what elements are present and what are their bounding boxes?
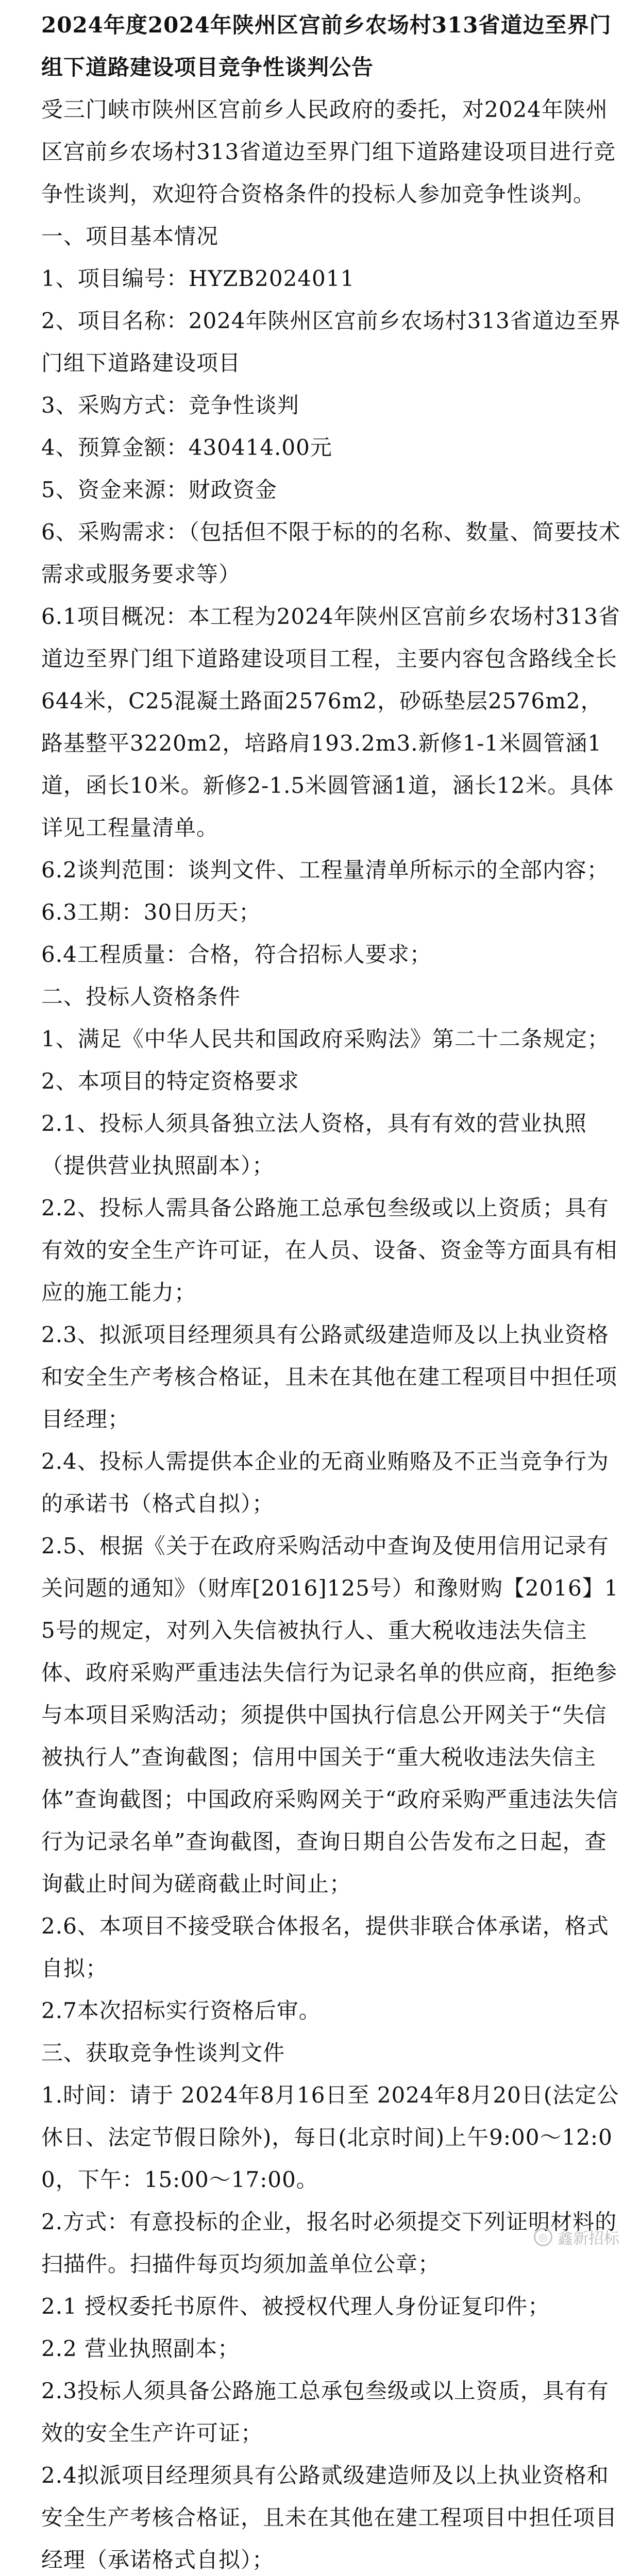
paragraph: 1、满足《中华人民共和国政府采购法》第二十二条规定； 2、本项目的特定资格要求	[41, 1026, 610, 1094]
document-body	[0, 4, 640, 2576]
paragraph: 2.4拟派项目经理须具有公路贰级建造师及以上执业资格和安全生产考核合格证，且未在其他在建工程项目中担任项目经理（承诺格式自拟）；	[41, 2463, 618, 2572]
paragraph: 1、项目编号：HYZB2024011	[41, 266, 355, 291]
paragraph: 2.1 授权委托书原件、被授权代理人身份证复印件；	[41, 2294, 550, 2319]
paragraph: 2.1、投标人须具备独立法人资格，具有有效的营业执照（提供营业执照副本）；	[41, 1111, 587, 1178]
paragraph: 三、获取竞争性谈判文件	[41, 2040, 285, 2065]
paragraph: 一、项目基本情况	[41, 224, 219, 249]
intro-paragraph: 受三门峡市陕州区宫前乡人民政府的委托，对2024年陕州区宫前乡农场村313省道边至界门组下道路建设项目进行竞争性谈判，欢迎符合资格条件的投标人参加竞争性谈判。	[41, 97, 616, 207]
paragraph: 6.4工程质量：合格，符合招标人要求；	[41, 942, 432, 967]
paragraph: 6.3工期：30日历天；	[41, 900, 261, 925]
paragraph: 2.3、拟派项目经理须具有公路贰级建造师及以上执业资格和安全生产考核合格证，且未在其他在建工程项目中担任项目经理；	[41, 1322, 618, 1432]
paragraph: 6.1项目概况：本工程为2024年陕州区宫前乡农场村313省道边至界门组下道路建设项目工程，主要内容包含路线全长644米，C25混凝土路面2576m2，砂砾垫层2576m2，路基整平3220m2，培路肩193.2m3.新修1-1米圆管涵1道，函长10米。新修2-1.5米圆管涵1道，涵长12米。具体详见工程量清单。	[41, 604, 620, 840]
paragraph: 1.时间：请于 2024年8月16日至 2024年8月20日(法定公休日、法定节假日除外)，每日(北京时间)上午9:00～12:00，下午：15:00～17:00。	[41, 2082, 619, 2192]
watermark-icon: ◎	[534, 2228, 552, 2246]
paragraph: 3、采购方式：竞争性谈判	[41, 393, 299, 418]
paragraph: 2、项目名称：2024年陕州区宫前乡农场村313省道边至界门组下道路建设项目	[41, 308, 621, 376]
announcement-title: 2024年度2024年陕州区宫前乡农场村313省道边至界门组下道路建设项目竞争性谈判公告	[41, 12, 612, 80]
paragraph: 二、投标人资格条件	[41, 984, 241, 1009]
paragraph: 4、预算金额：430414.00元	[41, 435, 332, 460]
paragraph: 2.5、根据《关于在政府采购活动中查询及使用信用记录有关问题的通知》（财库[2016]125号）和豫财购【2016】15号的规定，对列入失信被执行人、重大税收违法失信主体、政府采购严重违法失信行为记录名单的供应商，拒绝参与本项目采购活动；须提供中国执行信息公开网关于“失信被执行人”查询截图；信用中国关于“重大税收违法失信主体”查询截图；中国政府采购网关于“政府采购严重违法失信行为记录名单”查询截图，查询日期自公告发布之日起，查询截止时间为磋商截止时间止；	[41, 1533, 619, 1896]
paragraph: 2.4、投标人需提供本企业的无商业贿赂及不正当竞争行为的承诺书（格式自拟）；	[41, 1449, 609, 1516]
paragraph: 5、资金来源：财政资金	[41, 477, 277, 502]
paragraph: 2.3投标人须具备公路施工总承包叁级或以上资质，具有有效的安全生产许可证；	[41, 2378, 609, 2446]
paragraph: 2.6、本项目不接受联合体报名，提供非联合体承诺，格式自拟；	[41, 1913, 609, 1981]
watermark	[534, 2226, 619, 2248]
paragraph: 2.7本次招标实行资格后审。	[41, 1998, 321, 2023]
watermark-text: 鑫新招标	[558, 2230, 619, 2248]
paragraph-list	[0, 215, 640, 2576]
paragraph: 6、采购需求：（包括但不限于标的的名称、数量、简要技术需求或服务要求等）	[41, 519, 621, 587]
paragraph: 6.2谈判范围：谈判文件、工程量清单所标示的全部内容；	[41, 857, 609, 883]
paragraph: 2.2、投标人需具备公路施工总承包叁级或以上资质；具有有效的安全生产许可证，在人员、设备、资金等方面具有相应的施工能力；	[41, 1195, 618, 1305]
paragraph: 2.2 营业执照副本；	[41, 2336, 240, 2361]
paragraph: 2.方式：有意投标的企业，报名时必须提交下列证明材料的扫描件。扫描件每页均须加盖单位公章；	[41, 2209, 617, 2277]
